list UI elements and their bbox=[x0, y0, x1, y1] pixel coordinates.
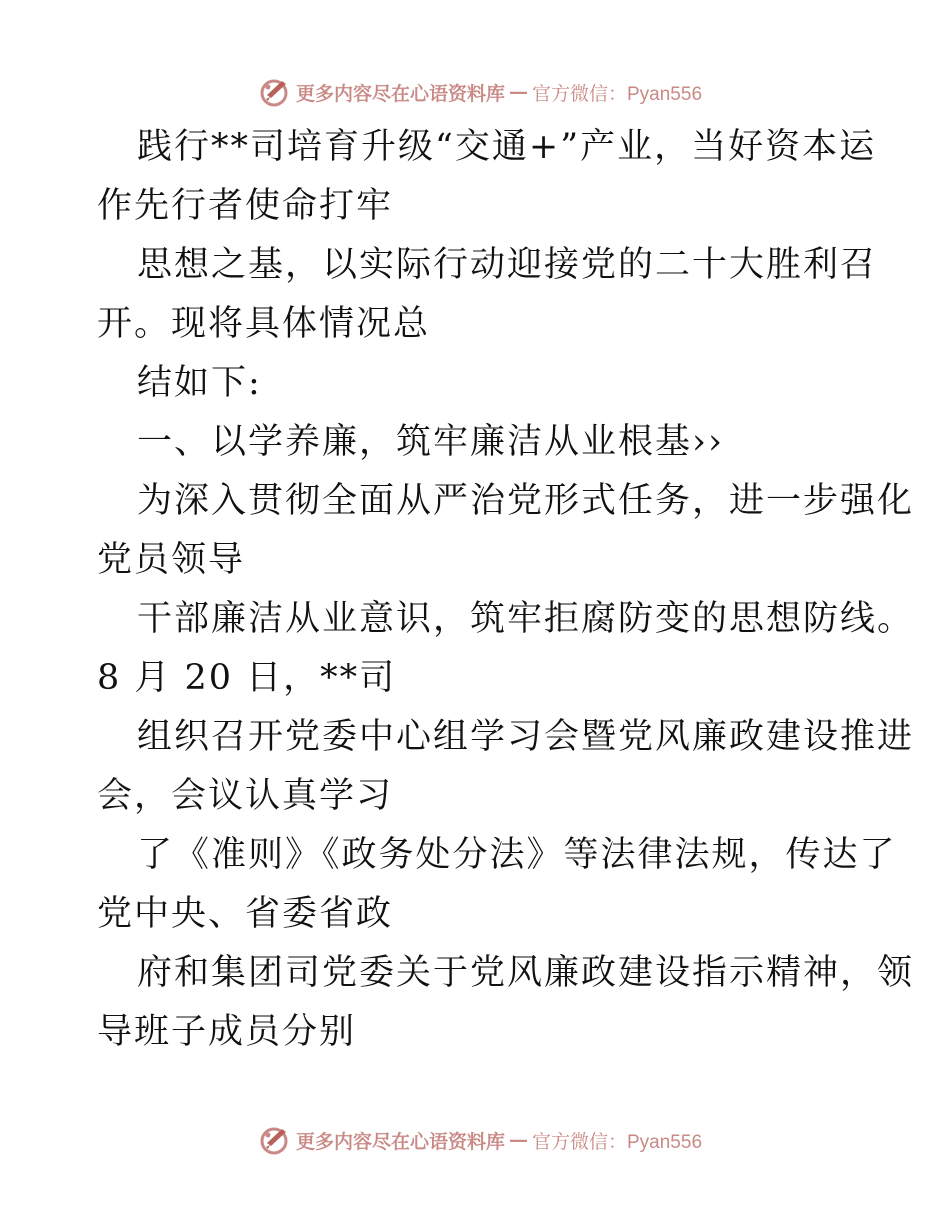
paragraph-line: 府和集团司党委关于党风廉政建设指示精神，领 bbox=[137, 953, 915, 993]
paragraph-line: 结如下: bbox=[137, 363, 262, 403]
watermark-contact: 官方微信：Pyan556 bbox=[532, 1131, 703, 1153]
paragraph-line: 组织召开党委中心组学习会暨党风廉政建设推进 bbox=[137, 717, 915, 757]
paragraph-line: 党员领导 bbox=[97, 540, 246, 580]
paragraph-line: 思想之基，以实际行动迎接党的二十大胜利召 bbox=[137, 245, 878, 285]
paragraph-line: 了《准则》《政务处分法》等法律法规，传达了 bbox=[137, 835, 897, 875]
paragraph-line: 8 月 20 日，**司 bbox=[97, 658, 397, 698]
paragraph-line: 践行**司培育升级“交通+”产业，当好资本运 bbox=[137, 127, 877, 167]
watermark-text: 更多内容尽在心语资料库 bbox=[295, 1130, 505, 1153]
section-heading: 一、以学养廉，筑牢廉洁从业根基›› bbox=[137, 422, 724, 462]
paragraph-line: 会，会议认真学习 bbox=[97, 776, 394, 816]
watermark-separator: — bbox=[509, 1129, 528, 1151]
paragraph-line: 党中央、省委省政 bbox=[97, 894, 394, 934]
watermark-separator: — bbox=[509, 81, 528, 103]
footer-watermark bbox=[0, 1120, 950, 1160]
header-watermark bbox=[0, 72, 950, 112]
watermark-contact: 官方微信：Pyan556 bbox=[532, 83, 703, 105]
document-body bbox=[97, 118, 915, 1062]
writing-hand-logo-icon bbox=[258, 75, 292, 109]
writing-hand-logo-icon bbox=[258, 1123, 292, 1157]
watermark-text: 更多内容尽在心语资料库 bbox=[295, 82, 505, 105]
paragraph-line: 为深入贯彻全面从严治党形式任务，进一步强化 bbox=[137, 481, 915, 521]
paragraph-line: 干部廉洁从业意识，筑牢拒腐防变的思想防线。 bbox=[137, 599, 915, 639]
paragraph-line: 导班子成员分别 bbox=[97, 1012, 357, 1052]
paragraph-line: 开。现将具体情况总 bbox=[97, 304, 431, 344]
paragraph-line: 作先行者使命打牢 bbox=[97, 186, 394, 226]
